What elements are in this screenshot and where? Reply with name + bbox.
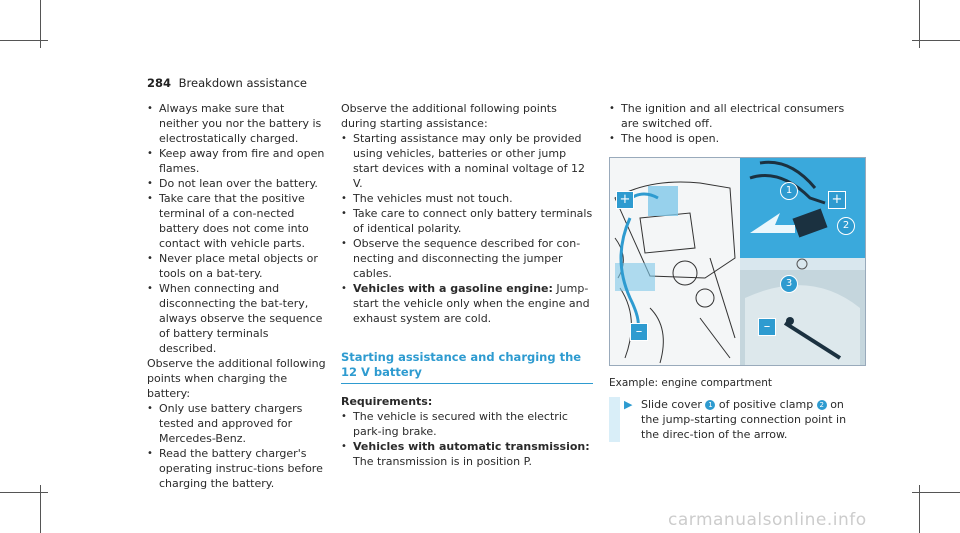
starting-list — [341, 131, 593, 326]
list-item: • Only use battery chargers tested and approved for Mercedes-Benz. — [147, 401, 327, 446]
list-item: • Do not lean over the battery. — [147, 176, 327, 191]
page-title: Breakdown assistance — [178, 76, 307, 90]
instruction-step — [609, 397, 879, 442]
minus-marker: – — [758, 318, 776, 336]
list-item: • Never place metal objects or tools on a bat-tery. — [147, 251, 327, 281]
column-1 — [147, 101, 327, 491]
engine-compartment-figure — [609, 157, 866, 366]
list-item: • The hood is open. — [609, 131, 864, 146]
list-item: • The vehicle is secured with the electric park-ing brake. — [341, 409, 593, 439]
list-item — [341, 439, 593, 469]
automatic-label: • Vehicles with automatic transmission: — [353, 440, 590, 453]
column-2 — [341, 101, 593, 469]
column-3 — [609, 101, 864, 146]
list-item: • Always make sure that neither you nor the battery is electrostatically charged. — [147, 101, 327, 146]
list-item: • Take care that the positive terminal of a con-nected battery does not come into contact with vehicle parts. — [147, 191, 327, 251]
arrow-right-icon: ▶ — [624, 398, 633, 411]
gasoline-text: Jump-start the vehicle only when the engine and exhaust system are cold. — [353, 282, 590, 325]
starting-intro: Observe the additional following points during starting assistance: — [341, 102, 557, 130]
prereq-list — [609, 101, 864, 146]
step-text-part: of positive clamp — [715, 398, 817, 411]
callout-2: 2 — [837, 217, 855, 235]
list-item: • Keep away from fire and open flames. — [147, 146, 327, 176]
crop-mark — [912, 40, 960, 41]
crop-mark — [912, 492, 960, 493]
page-header — [147, 76, 307, 90]
callout-1: 1 — [780, 182, 798, 200]
list-item: • Starting assistance may only be provided using vehicles, batteries or other jump start devices with a nominal voltage of 12 V. — [341, 131, 593, 191]
page-number: 284 — [147, 76, 172, 90]
step-text-part: Slide cover — [641, 398, 706, 411]
step-text — [641, 397, 861, 442]
list-item: • The ignition and all electrical consumers are switched off. — [609, 101, 864, 131]
list-item: • Take care to connect only battery terminals of identical polarity. — [341, 206, 593, 236]
plus-marker: + — [828, 191, 846, 209]
list-item: • Read the battery charger's operating instruc-tions before charging the battery. — [147, 446, 327, 491]
callout-ref-2: 2 — [817, 400, 827, 410]
safety-list — [147, 101, 327, 356]
plus-marker: + — [616, 191, 634, 209]
list-item: • The vehicles must not touch. — [341, 191, 593, 206]
step-bar — [609, 397, 620, 442]
watermark: carmanualsonline.info — [668, 510, 867, 530]
gasoline-label: Vehicles with a gasoline engine: — [353, 282, 553, 295]
crop-mark — [0, 492, 48, 493]
list-item — [341, 281, 593, 326]
engine-illustration — [610, 158, 865, 365]
charging-intro: Observe the additional following points when charging the battery: — [147, 357, 326, 400]
requirements-title: Requirements: — [341, 395, 433, 408]
step-text-part: on the jump-starting connection point in the direc-tion of the arrow. — [641, 398, 847, 441]
callout-ref-1: 1 — [705, 400, 715, 410]
crop-mark — [0, 40, 48, 41]
charging-list — [147, 401, 327, 491]
automatic-text: The transmission is in position P. — [353, 455, 533, 468]
requirements-list — [341, 409, 593, 469]
minus-marker: – — [630, 323, 648, 341]
figure-caption: Example: engine compartment — [609, 377, 772, 389]
section-title: Starting assistance and charging the 12 V battery — [341, 350, 593, 384]
callout-3: 3 — [780, 275, 798, 293]
list-item: • When connecting and disconnecting the bat-tery, always observe the sequence of battery terminals described. — [147, 281, 327, 356]
list-item: • Observe the sequence described for con-necting and disconnecting the jumper cables. — [341, 236, 593, 281]
